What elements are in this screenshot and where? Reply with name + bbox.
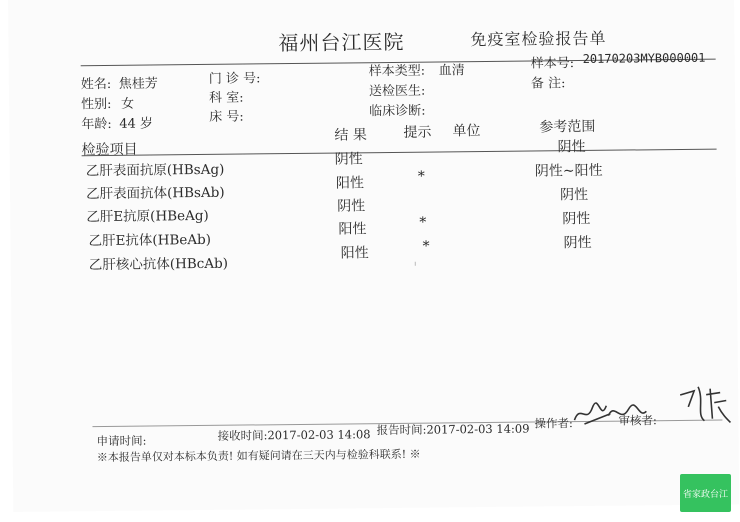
row-item: 乙肝表面抗原(HBsAg): [85, 161, 225, 180]
row-result: 阳性: [335, 175, 365, 192]
disclaimer-note: ※本报告单仅对本标本负责! 如有疑问请在三天内与检验科联系! ※: [96, 447, 421, 465]
header-result: 结 果: [334, 127, 367, 144]
header-flag: 提示: [403, 124, 432, 141]
receive-time: 接收时间:2017-02-03 14:08: [217, 427, 371, 443]
name-label: 姓名:: [80, 76, 112, 93]
remark-label: 备 注:: [530, 76, 566, 92]
row-range: 阴性: [559, 186, 589, 204]
row-item: 乙肝E抗体(HBeAb): [88, 231, 212, 250]
patient-name: 焦桂芳: [118, 76, 158, 92]
row-result: 阴性: [334, 151, 363, 168]
header-unit: 单位: [452, 123, 481, 140]
report-sheet: [8, 0, 739, 512]
clinic-no-label: 门 诊 号:: [208, 71, 261, 87]
age-label: 年龄:: [81, 116, 112, 133]
row-flag: *: [422, 238, 430, 255]
watermark-badge: 省家政台江: [680, 474, 731, 512]
report-title: 免疫室检验报告单: [470, 28, 607, 50]
header-rule: [82, 149, 717, 157]
sample-type: 血清: [438, 63, 465, 79]
doctor-label: 送检医生:: [368, 83, 426, 100]
row-range: 阴性: [557, 138, 586, 156]
operator-signature: [570, 393, 650, 434]
row-result: 阳性: [340, 245, 369, 262]
sample-type-label: 样本类型:: [368, 63, 426, 80]
row-result: 阴性: [337, 198, 366, 215]
row-range: 阴性: [563, 234, 592, 252]
row-item: 乙肝核心抗体(HBcAb): [88, 255, 229, 274]
operator-label: 操作者:: [534, 416, 573, 431]
row-item: 乙肝表面抗体(HBsAb): [85, 184, 225, 203]
row-item: 乙肝E抗原(HBeAg): [86, 207, 209, 226]
dept-label: 科 室:: [208, 90, 244, 106]
hospital-name: 福州台江医院: [278, 29, 405, 56]
header-range: 参考范围: [539, 118, 596, 136]
print-speck: [415, 262, 416, 266]
row-range: 阴性: [562, 210, 591, 228]
request-time-label: 申请时间:: [96, 433, 147, 449]
reviewer-label: 审核者:: [618, 413, 657, 428]
diagnosis-label: 临床诊断:: [369, 103, 426, 120]
patient-age: 44 岁: [119, 116, 154, 132]
row-flag: *: [419, 214, 427, 231]
sex-label: 性别:: [81, 96, 112, 113]
row-range: 阴性~阳性: [534, 162, 603, 180]
sample-no: 20170203MYB000001: [582, 50, 706, 66]
row-flag: *: [417, 168, 425, 185]
reviewer-signature: [674, 380, 734, 429]
row-result: 阳性: [338, 221, 367, 238]
header-item: 检验项目: [81, 141, 138, 159]
bed-label: 床 号:: [209, 109, 244, 125]
patient-sex: 女: [121, 96, 135, 112]
report-time: 报告时间:2017-02-03 14:09: [376, 421, 530, 438]
sample-no-label: 样本号:: [530, 56, 575, 72]
